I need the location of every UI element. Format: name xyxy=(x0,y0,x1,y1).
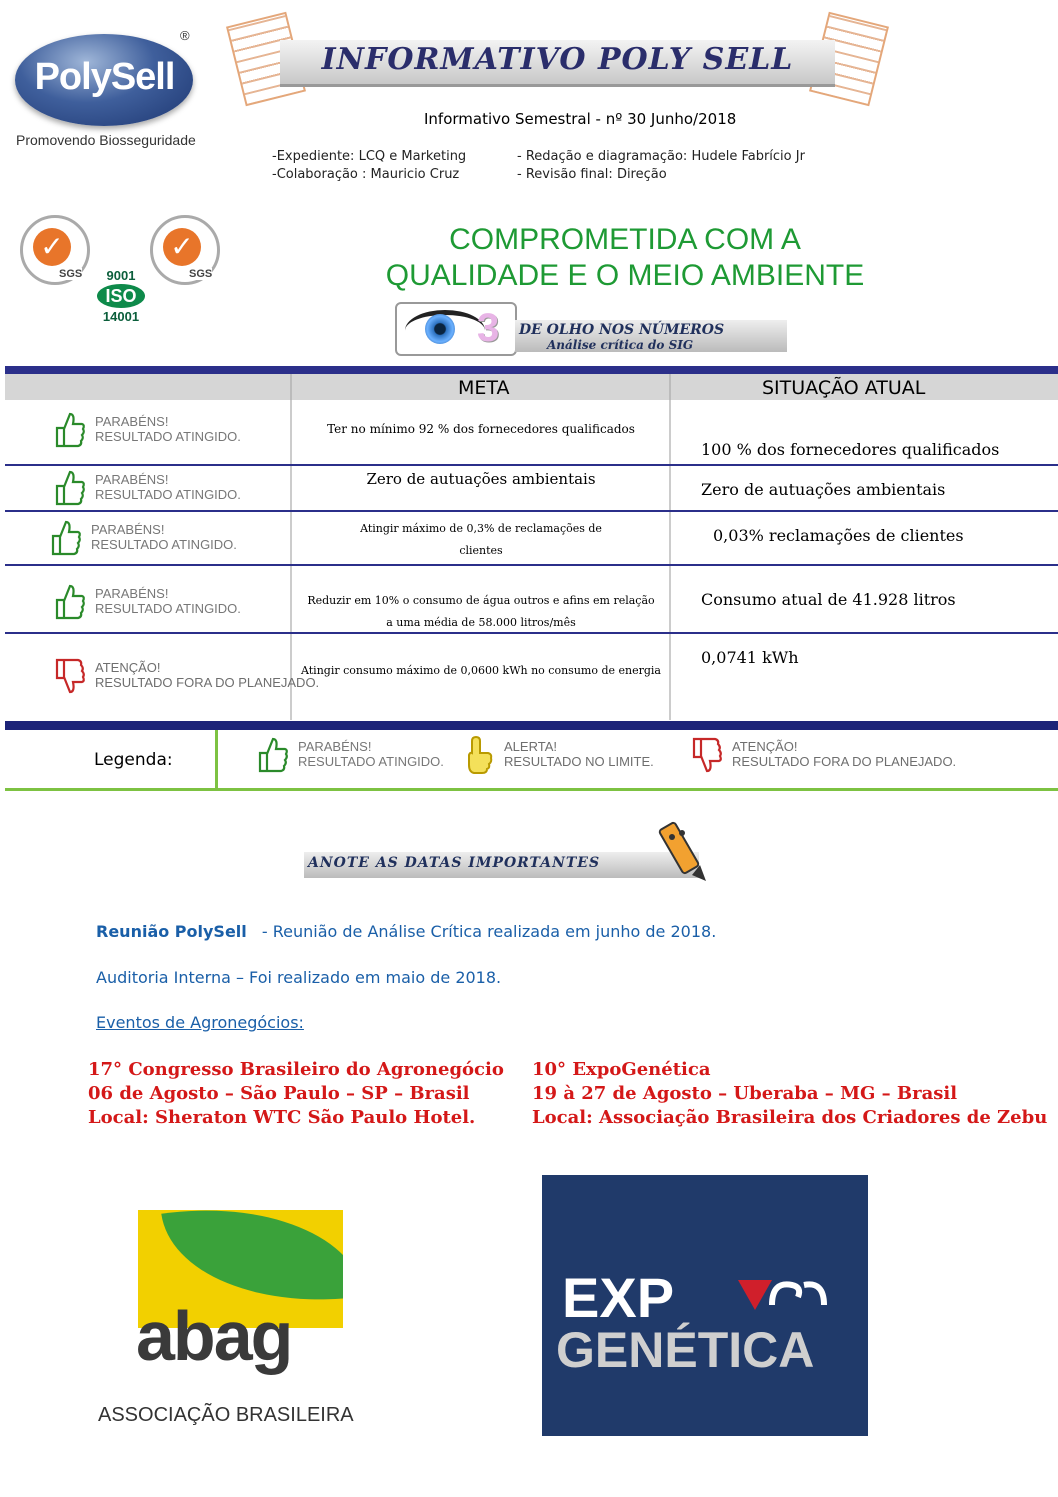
banner-title: INFORMATIVO POLY SELL xyxy=(321,42,794,77)
event-local: Local: Sheraton WTC São Paulo Hotel. xyxy=(88,1107,476,1128)
dates-title: ANOTE AS DATAS IMPORTANTES xyxy=(308,855,601,871)
credit-revisao xyxy=(517,167,667,182)
legend-bad xyxy=(690,733,957,777)
legend-ok-line1: PARABÉNS! xyxy=(298,739,372,754)
credit-label: -Expediente: xyxy=(272,149,355,164)
event-2 xyxy=(532,1058,1047,1130)
legend-top-bar xyxy=(5,721,1058,730)
thumbs-up-icon xyxy=(53,410,87,450)
legend-alert xyxy=(462,733,662,777)
olho-subtitle: Análise crítica do SIG xyxy=(547,338,694,352)
olho-title: DE OLHO NOS NÚMEROS xyxy=(519,322,725,338)
thumbs-up-icon xyxy=(256,735,290,775)
expogenetica-logo xyxy=(542,1175,868,1436)
thumbs-down-icon xyxy=(53,656,87,696)
status-line2: RESULTADO FORA DO PLANEJADO. xyxy=(95,675,320,690)
status-line1: PARABÉNS! xyxy=(95,414,169,429)
credit-value: LCQ e Marketing xyxy=(358,149,467,164)
table-row xyxy=(5,566,1058,634)
reuniao-line xyxy=(96,922,716,941)
table-row xyxy=(5,634,1058,720)
polysell-logo xyxy=(12,28,197,153)
meta-text: Atingir máximo de 0,3% de reclamações de clientes xyxy=(360,522,602,557)
meta-text: Ter no mínimo 92 % dos fornecedores qualificados xyxy=(327,422,635,436)
pointing-finger-icon xyxy=(462,735,496,775)
sgs-label: SGS xyxy=(59,268,83,280)
legend-bad-line2: RESULTADO FORA DO PLANEJADO. xyxy=(732,754,957,769)
credit-label: - Redação e diagramação: xyxy=(517,149,688,164)
credit-value: Mauricio Cruz xyxy=(370,167,460,182)
reuniao-label: Reunião PolySell xyxy=(96,922,247,941)
legend-ok-line2: RESULTADO ATINGIDO. xyxy=(298,754,444,769)
credit-label: -Colaboração : xyxy=(272,167,367,182)
table-top-bar xyxy=(5,366,1058,374)
divider xyxy=(290,466,292,510)
event-date: 19 à 27 de Agosto – Uberaba – MG – Brasil xyxy=(532,1083,958,1104)
event-date: 06 de Agosto – São Paulo – SP – Brasil xyxy=(88,1083,470,1104)
iris-shape xyxy=(425,314,455,344)
table-header xyxy=(5,374,1058,400)
olho-number: 3 xyxy=(477,306,500,350)
col-situacao: SITUAÇÃO ATUAL xyxy=(762,377,926,399)
credit-expediente xyxy=(272,149,466,164)
thumbs-down-icon xyxy=(690,735,724,775)
credit-label: - Revisão final: xyxy=(517,167,613,182)
reuniao-text: - Reunião de Análise Crítica realizada em junho de 2018. xyxy=(261,922,717,941)
col-meta: META xyxy=(458,377,510,399)
legend-alert-line1: ALERTA! xyxy=(504,739,557,754)
thumbs-up-icon xyxy=(53,582,87,622)
credit-value: Hudele Fabrício Jr xyxy=(691,149,805,164)
thumbs-up-icon xyxy=(49,518,83,558)
red-triangle-icon xyxy=(738,1280,772,1310)
legend-alert-line2: RESULTADO NO LIMITE. xyxy=(504,754,654,769)
expo-line1: EXP xyxy=(562,1266,675,1329)
iso-top: 9001 xyxy=(106,268,136,283)
legend-bottom-line xyxy=(5,788,1058,791)
event-name: 17° Congresso Brasileiro do Agronegócio xyxy=(88,1059,504,1080)
check-icon: ✓ xyxy=(163,228,201,266)
headline-line1: COMPROMETIDA COM A xyxy=(449,223,801,256)
table-row xyxy=(5,400,1058,466)
status-line2: RESULTADO ATINGIDO. xyxy=(95,487,241,502)
credit-value: Direção xyxy=(616,167,667,182)
situacao-text: Consumo atual de 41.928 litros xyxy=(701,590,956,609)
status-line1: PARABÉNS! xyxy=(95,586,169,601)
iso-bottom: 14001 xyxy=(102,309,140,324)
abag-sub: ASSOCIAÇÃO BRASILEIRA xyxy=(98,1404,354,1426)
logo-registered: ® xyxy=(180,28,190,43)
divider xyxy=(669,566,671,632)
sgs-cert-badge xyxy=(20,215,90,285)
divider xyxy=(669,512,671,564)
status-badge-ok xyxy=(53,580,253,624)
event-local: Local: Associação Brasileira dos Criadores de Zebu xyxy=(532,1107,1048,1128)
thumbs-up-icon xyxy=(53,468,87,508)
iso-mid: ISO xyxy=(97,284,145,308)
status-badge-ok xyxy=(53,408,253,452)
legend-label: Legenda: xyxy=(94,750,173,770)
eye-icon xyxy=(395,302,517,356)
legend-bad-line1: ATENÇÃO! xyxy=(732,739,798,754)
situacao-text: 100 % dos fornecedores qualificados xyxy=(701,440,1000,459)
status-line1: ATENÇÃO! xyxy=(95,660,161,675)
legend-ok xyxy=(256,733,456,777)
situacao-text: 0,0741 kWh xyxy=(701,648,799,667)
indicators-table xyxy=(5,366,1058,720)
meta-text: Reduzir em 10% o consumo de água outros e afins em relação a uma média de 58.000 litros/mês xyxy=(307,594,655,629)
logo-tagline: Promovendo Biosseguridade xyxy=(16,132,196,148)
meta-text: Atingir consumo máximo de 0,0600 kWh no consumo de energia xyxy=(301,664,661,677)
event-name: 10° ExpoGenética xyxy=(532,1059,711,1080)
status-line1: PARABÉNS! xyxy=(91,522,165,537)
status-line1: PARABÉNS! xyxy=(95,472,169,487)
sgs-cert-badge xyxy=(150,215,220,285)
divider xyxy=(290,400,292,464)
issue-line: Informativo Semestral - nº 30 Junho/2018 xyxy=(424,110,737,128)
header-banner xyxy=(235,18,880,98)
abag-word: abag xyxy=(136,1297,292,1375)
credit-redacao xyxy=(517,149,805,164)
meta-text: Zero de autuações ambientais xyxy=(366,470,596,488)
divider xyxy=(669,400,671,464)
horns-icon xyxy=(768,1275,828,1315)
status-badge-bad xyxy=(53,654,320,698)
expo-line2: GENÉTICA xyxy=(556,1322,815,1378)
divider xyxy=(669,466,671,510)
divider xyxy=(669,634,671,720)
divider xyxy=(669,374,671,400)
situacao-text: Zero de autuações ambientais xyxy=(701,480,946,499)
eventos-label: Eventos de Agronegócios: xyxy=(96,1013,304,1032)
status-line2: RESULTADO ATINGIDO. xyxy=(95,601,241,616)
olho-numeros-banner xyxy=(395,302,790,354)
auditoria-line: Auditoria Interna – Foi realizado em maio de 2018. xyxy=(96,968,502,987)
status-badge-ok xyxy=(53,466,253,510)
status-line2: RESULTADO ATINGIDO. xyxy=(91,537,237,552)
status-badge-ok xyxy=(49,516,249,560)
iso-badge xyxy=(92,268,150,324)
situacao-text: 0,03% reclamações de clientes xyxy=(713,526,964,545)
table-row xyxy=(5,466,1058,512)
headline-line2: QUALIDADE E O MEIO AMBIENTE xyxy=(385,259,865,292)
table-row xyxy=(5,512,1058,566)
logo-brand: PolySell xyxy=(34,56,175,98)
divider xyxy=(290,512,292,564)
credit-colaboracao xyxy=(272,167,459,182)
sgs-label: SGS xyxy=(189,268,213,280)
status-line2: RESULTADO ATINGIDO. xyxy=(95,429,241,444)
check-icon: ✓ xyxy=(33,228,71,266)
abag-logo xyxy=(98,1208,388,1438)
divider xyxy=(290,566,292,632)
pencil-icon xyxy=(640,815,715,885)
divider xyxy=(290,374,292,400)
event-1 xyxy=(88,1058,504,1130)
headline xyxy=(340,222,910,294)
